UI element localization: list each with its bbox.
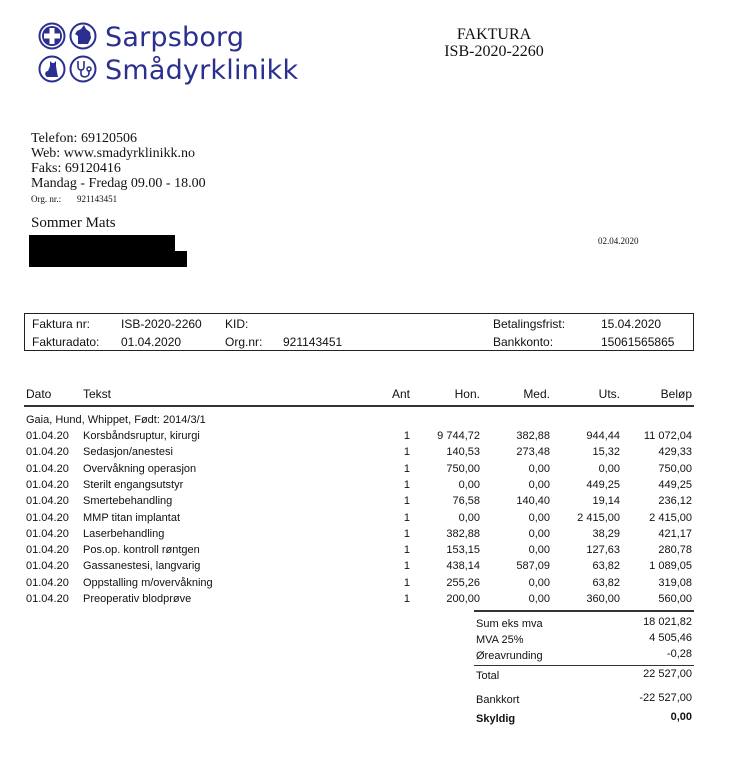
row-qty: 1: [403, 511, 410, 524]
vat-value: 4 505,46: [649, 632, 692, 644]
stethoscope-icon: [69, 55, 97, 83]
opening-hours: Mandag - Fredag 09.00 - 18.00: [31, 176, 206, 191]
due-date-label: Betalingsfrist:: [493, 317, 566, 331]
row-text: Sedasjon/anestesi: [83, 446, 173, 459]
row-qty: 1: [403, 495, 410, 508]
totals-divider-top: [474, 610, 694, 612]
invoice-date-value: 01.04.2020: [121, 335, 182, 349]
row-amount: 449,25: [658, 478, 692, 491]
row-medicine: 0,00: [528, 478, 550, 491]
col-ant: Ant: [391, 387, 410, 401]
row-date: 01.04.20: [26, 593, 69, 605]
row-amount: 280,78: [658, 544, 692, 557]
row-date: 01.04.20: [26, 511, 69, 524]
recipient-name: Sommer Mats: [31, 215, 116, 231]
patient-info: Gaia, Hund, Whippet, Født: 2014/3/1: [26, 414, 206, 426]
row-equipment: 0,00: [598, 462, 620, 475]
row-qty: 1: [403, 560, 410, 573]
row-amount: 236,12: [658, 495, 692, 508]
contact-phone: Telefon: 69120506: [31, 131, 137, 146]
row-date: 01.04.20: [26, 576, 69, 589]
org-label: Org. nr.:: [31, 194, 62, 204]
contact-fax: Faks: 69120416: [31, 161, 121, 176]
header-divider: [24, 405, 694, 407]
row-fee: 153,15: [446, 544, 480, 557]
row-text: Pos.op. kontroll røntgen: [83, 544, 200, 557]
row-qty: 1: [403, 430, 410, 442]
row-amount: 429,33: [658, 446, 692, 459]
row-equipment: 15,32: [592, 446, 620, 459]
col-belop: Beløp: [660, 387, 692, 401]
row-qty: 1: [403, 544, 410, 557]
row-text: Korsbåndsruptur, kirurgi: [83, 430, 200, 442]
print-date: 02.04.2020: [598, 236, 639, 246]
card-payment-label: Bankkort: [476, 694, 520, 706]
row-amount: 750,00: [658, 462, 692, 475]
row-date: 01.04.20: [26, 495, 69, 508]
row-date: 01.04.20: [26, 544, 69, 557]
bank-account-value: 15061565865: [601, 335, 675, 349]
row-qty: 1: [403, 462, 410, 475]
row-text: Sterilt engangsutstyr: [83, 478, 184, 491]
row-date: 01.04.20: [26, 560, 69, 573]
row-amount: 1 089,05: [649, 560, 692, 573]
invoice-no-label: Faktura nr:: [32, 317, 91, 331]
rounding-value: -0,28: [666, 648, 692, 660]
row-equipment: 360,00: [586, 593, 620, 605]
row-date: 01.04.20: [26, 430, 69, 442]
col-dato: Dato: [26, 387, 52, 401]
bank-account-label: Bankkonto:: [493, 335, 554, 349]
contact-web: Web: www.smadyrklinikk.no: [31, 146, 196, 161]
row-text: Preoperativ blodprøve: [83, 593, 192, 605]
kid-label: KID:: [225, 317, 249, 331]
row-qty: 1: [403, 527, 410, 540]
col-uts: Uts.: [598, 387, 620, 401]
due-date-value: 15.04.2020: [601, 317, 662, 331]
row-fee: 9 744,72: [437, 430, 480, 442]
row-equipment: 19,14: [592, 495, 620, 508]
invoice-info-box: [24, 313, 694, 351]
row-amount: 319,08: [658, 576, 692, 589]
row-fee: 0,00: [458, 511, 480, 524]
row-fee: 255,26: [446, 576, 480, 589]
row-amount: 421,17: [658, 527, 692, 540]
document-type: FAKTURA: [456, 26, 532, 43]
medical-cross-icon: [38, 22, 66, 50]
row-medicine: 0,00: [528, 511, 550, 524]
row-amount: 560,00: [658, 593, 692, 605]
row-qty: 1: [403, 478, 410, 491]
row-fee: 0,00: [458, 478, 480, 491]
row-medicine: 0,00: [528, 576, 550, 589]
row-medicine: 273,48: [516, 446, 550, 459]
row-text: Oppstalling m/overvåkning: [83, 576, 213, 589]
row-fee: 140,53: [446, 446, 480, 459]
row-fee: 200,00: [446, 593, 480, 605]
row-text: Gassanestesi, langvarig: [83, 560, 201, 573]
invoice-id-header: ISB-2020-2260: [444, 43, 544, 60]
row-equipment: 127,63: [586, 544, 620, 557]
row-date: 01.04.20: [26, 446, 69, 459]
row-text: Overvåkning operasjon: [83, 462, 197, 475]
row-text: Laserbehandling: [83, 527, 165, 540]
sum-value: 18 021,82: [643, 616, 692, 628]
total-label: Total: [476, 670, 500, 682]
row-date: 01.04.20: [26, 462, 69, 475]
row-medicine: 0,00: [528, 593, 550, 605]
row-medicine: 0,00: [528, 462, 550, 475]
totals-divider-mid: [474, 665, 694, 666]
vat-label: MVA 25%: [476, 634, 524, 646]
row-medicine: 587,09: [516, 560, 550, 573]
invoice-no-value: ISB-2020-2260: [121, 317, 202, 331]
redacted-address-line2: [29, 251, 187, 267]
rounding-label: Øreavrunding: [476, 650, 543, 662]
row-fee: 438,14: [446, 560, 480, 573]
total-value: 22 527,00: [643, 668, 692, 680]
row-equipment: 2 415,00: [577, 511, 620, 524]
invoice-date-label: Fakturadato:: [32, 335, 100, 349]
cat-icon: [38, 55, 66, 83]
row-medicine: 0,00: [528, 527, 550, 540]
row-equipment: 944,44: [586, 430, 620, 442]
row-equipment: 63,82: [592, 576, 620, 589]
row-text: MMP titan implantat: [83, 511, 181, 524]
sum-label: Sum eks mva: [476, 618, 543, 630]
redacted-address-line1: [29, 235, 175, 251]
row-fee: 750,00: [446, 462, 480, 475]
row-text: Smertebehandling: [83, 495, 173, 508]
row-fee: 382,88: [446, 527, 480, 540]
row-fee: 76,58: [452, 495, 480, 508]
dog-head-icon: [69, 22, 97, 50]
row-amount: 2 415,00: [649, 511, 692, 524]
col-hon: Hon.: [454, 387, 480, 401]
row-medicine: 0,00: [528, 544, 550, 557]
row-qty: 1: [403, 446, 410, 459]
row-date: 01.04.20: [26, 478, 69, 491]
orgnr-label: Org.nr:: [225, 335, 263, 349]
row-qty: 1: [403, 593, 410, 605]
col-med: Med.: [523, 387, 550, 401]
amount-due-value: 0,00: [670, 711, 692, 723]
amount-due-label: Skyldig: [476, 713, 516, 725]
row-date: 01.04.20: [26, 527, 69, 540]
row-equipment: 63,82: [592, 560, 620, 573]
logo-line1: Sarpsborg: [105, 22, 245, 53]
logo-line2: Smådyrklinikk: [105, 55, 299, 86]
org-value: 921143451: [77, 194, 118, 204]
row-equipment: 38,29: [592, 527, 620, 540]
row-equipment: 449,25: [586, 478, 620, 491]
row-qty: 1: [403, 576, 410, 589]
row-amount: 11 072,04: [643, 430, 692, 442]
col-tekst: Tekst: [83, 387, 112, 401]
row-medicine: 382,88: [516, 430, 550, 442]
orgnr-value: 921143451: [283, 335, 343, 349]
card-payment-value: -22 527,00: [639, 692, 692, 704]
row-medicine: 140,40: [516, 495, 550, 508]
